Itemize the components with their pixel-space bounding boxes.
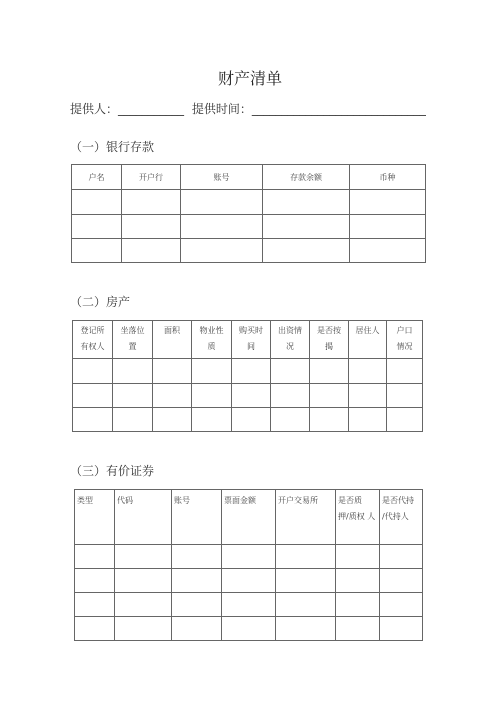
securities-col-type: 类型 <box>75 490 115 545</box>
bank-col-currency: 币种 <box>350 165 426 190</box>
table-cell[interactable] <box>172 617 222 641</box>
table-cell[interactable] <box>336 593 380 617</box>
table-cell[interactable] <box>172 593 222 617</box>
bank-col-account-name: 户名 <box>72 165 122 190</box>
table-cell[interactable] <box>387 408 423 432</box>
table-cell[interactable] <box>72 239 122 263</box>
provider-blank[interactable]: ___________ <box>118 102 185 116</box>
house-col-hukou: 户口 情况 <box>387 321 423 359</box>
table-row <box>75 617 423 641</box>
securities-col-face-value: 票面金额 <box>222 490 276 545</box>
table-cell[interactable] <box>181 190 263 215</box>
table-cell[interactable] <box>115 617 172 641</box>
table-cell[interactable] <box>75 569 115 593</box>
table-cell[interactable] <box>181 215 263 239</box>
table-cell[interactable] <box>73 408 113 432</box>
house-col-location: 坐落位 置 <box>113 321 153 359</box>
table-cell[interactable] <box>222 593 276 617</box>
page-title: 财产清单 <box>217 69 282 88</box>
table-cell[interactable] <box>336 569 380 593</box>
table-cell[interactable] <box>276 617 336 641</box>
table-cell[interactable] <box>75 545 115 569</box>
table-cell[interactable] <box>310 408 349 432</box>
table-cell[interactable] <box>271 384 310 408</box>
table-header-row <box>72 165 426 190</box>
table-cell[interactable] <box>263 215 350 239</box>
table-cell[interactable] <box>222 545 276 569</box>
bank-deposit-table <box>71 164 426 263</box>
house-property-table <box>72 320 423 432</box>
table-cell[interactable] <box>153 384 192 408</box>
table-cell[interactable] <box>73 359 113 384</box>
table-cell[interactable] <box>336 617 380 641</box>
table-cell[interactable] <box>72 190 122 215</box>
table-cell[interactable] <box>380 593 423 617</box>
table-cell[interactable] <box>276 545 336 569</box>
house-col-purchase-time: 购买时 间 <box>232 321 271 359</box>
table-cell[interactable] <box>115 593 172 617</box>
securities-col-proxy-holder: 是否代持 /代持人 <box>380 490 423 545</box>
table-cell[interactable] <box>122 190 181 215</box>
table-cell[interactable] <box>115 569 172 593</box>
securities-col-code: 代码 <box>115 490 172 545</box>
table-row <box>72 190 426 215</box>
table-cell[interactable] <box>310 384 349 408</box>
house-col-mortgage: 是否按 揭 <box>310 321 349 359</box>
provider-line <box>70 100 426 117</box>
securities-col-account-no: 账号 <box>172 490 222 545</box>
table-cell[interactable] <box>276 593 336 617</box>
table-cell[interactable] <box>172 569 222 593</box>
table-cell[interactable] <box>113 384 153 408</box>
table-cell[interactable] <box>113 408 153 432</box>
time-label: 提供时间： <box>191 102 252 116</box>
table-cell[interactable] <box>276 569 336 593</box>
table-row <box>72 239 426 263</box>
table-cell[interactable] <box>380 545 423 569</box>
table-header-row <box>73 321 423 359</box>
table-cell[interactable] <box>153 408 192 432</box>
bank-col-account-no: 账号 <box>181 165 263 190</box>
table-row <box>75 545 423 569</box>
securities-table <box>74 489 423 641</box>
section-securities-heading: （三）有价证券 <box>70 464 155 478</box>
table-cell[interactable] <box>380 569 423 593</box>
securities-col-pledged: 是否质 押/质权 人 <box>336 490 380 545</box>
house-col-area: 面积 <box>153 321 192 359</box>
table-cell[interactable] <box>192 384 232 408</box>
table-cell[interactable] <box>115 545 172 569</box>
securities-col-exchange: 开户交易所 <box>276 490 336 545</box>
table-cell[interactable] <box>350 215 426 239</box>
table-cell[interactable] <box>222 569 276 593</box>
table-cell[interactable] <box>75 617 115 641</box>
table-row <box>75 569 423 593</box>
house-col-property-type: 物业性 质 <box>192 321 232 359</box>
table-cell[interactable] <box>113 359 153 384</box>
table-cell[interactable] <box>349 408 387 432</box>
table-cell[interactable] <box>232 408 271 432</box>
provider-label: 提供人： <box>70 102 119 116</box>
section-bank-heading: （一）银行存款 <box>70 140 155 154</box>
table-header-row <box>75 490 423 545</box>
time-blank[interactable]: _____________________________ <box>251 102 426 116</box>
table-row <box>72 215 426 239</box>
table-cell[interactable] <box>349 384 387 408</box>
table-cell[interactable] <box>122 215 181 239</box>
table-cell[interactable] <box>232 384 271 408</box>
table-cell[interactable] <box>387 384 423 408</box>
table-cell[interactable] <box>181 239 263 263</box>
table-cell[interactable] <box>75 593 115 617</box>
table-cell[interactable] <box>72 215 122 239</box>
table-row <box>75 593 423 617</box>
table-cell[interactable] <box>350 239 426 263</box>
table-cell[interactable] <box>271 359 310 384</box>
table-row <box>73 408 423 432</box>
house-col-owner: 登记所 有权人 <box>73 321 113 359</box>
table-cell[interactable] <box>232 359 271 384</box>
table-cell[interactable] <box>271 408 310 432</box>
table-cell[interactable] <box>172 545 222 569</box>
table-cell[interactable] <box>310 359 349 384</box>
bank-col-bank: 开户行 <box>122 165 181 190</box>
table-cell[interactable] <box>153 359 192 384</box>
table-cell[interactable] <box>263 190 350 215</box>
table-cell[interactable] <box>263 239 350 263</box>
table-cell[interactable] <box>336 545 380 569</box>
table-cell[interactable] <box>350 190 426 215</box>
house-col-funding: 出资情 况 <box>271 321 310 359</box>
section-house-heading: （二）房产 <box>70 295 131 309</box>
table-cell[interactable] <box>122 239 181 263</box>
house-col-resident: 居住人 <box>349 321 387 359</box>
table-cell[interactable] <box>192 359 232 384</box>
bank-col-balance: 存款余额 <box>263 165 350 190</box>
table-cell[interactable] <box>349 359 387 384</box>
table-cell[interactable] <box>73 384 113 408</box>
table-cell[interactable] <box>387 359 423 384</box>
table-row <box>73 384 423 408</box>
table-row <box>73 359 423 384</box>
table-cell[interactable] <box>192 408 232 432</box>
table-cell[interactable] <box>380 617 423 641</box>
table-cell[interactable] <box>222 617 276 641</box>
